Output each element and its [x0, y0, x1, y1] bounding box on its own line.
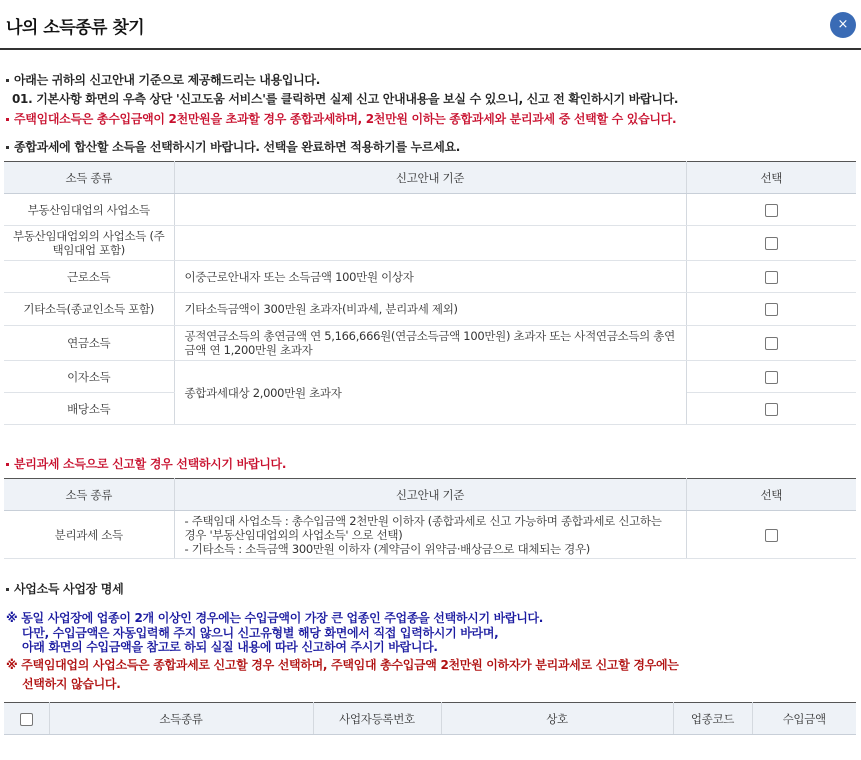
combined-income-table	[4, 161, 856, 425]
select-checkbox[interactable]	[765, 337, 778, 350]
note-line-5: 선택하지 않습니다.	[22, 677, 121, 691]
section1-heading-text: 종합과세에 합산할 소득을 선택하시기 바랍니다. 선택을 완료하면 적용하기를 누르세요.	[14, 140, 461, 154]
bullet-icon	[6, 118, 9, 121]
select-all-checkbox[interactable]	[20, 713, 33, 726]
section2-heading-text: 분리과세 소득으로 신고할 경우 선택하시기 바랍니다.	[14, 457, 287, 471]
criteria-cell: 종합과세대상 2,000만원 초과자	[174, 361, 686, 425]
criteria-cell	[174, 194, 686, 226]
table-row	[4, 293, 856, 326]
col-business-reg-no: 사업자등록번호	[313, 703, 441, 735]
intro-line-2: 01. 기본사항 화면의 우측 상단 '신고도움 서비스'를 클릭하면 실제 신고 안내내용을 보실 수 있으니, 신고 전 확인하시기 바랍니다.	[12, 92, 679, 106]
select-checkbox[interactable]	[765, 529, 778, 542]
income-type-cell: 부동산임대업의 사업소득	[4, 194, 174, 226]
table-row	[4, 194, 856, 226]
table-row	[4, 261, 856, 293]
income-type-cell: 기타소득(종교인소득 포함)	[4, 293, 174, 326]
intro-text-1: 아래는 귀하의 신고안내 기준으로 제공해드리는 내용입니다.	[14, 73, 320, 87]
intro-line-1	[6, 71, 320, 88]
col-criteria: 신고안내 기준	[174, 479, 686, 511]
bullet-icon	[6, 588, 9, 591]
col-trade-name: 상호	[441, 703, 673, 735]
select-checkbox[interactable]	[765, 303, 778, 316]
col-select: 선택	[686, 162, 856, 194]
close-button[interactable]	[830, 12, 856, 38]
criteria-line-1: - 주택임대 사업소득 : 총수입금액 2천만원 이하자 (종합과세로 신고 가능하며 종합과세로 신고하는 경우 '부동산임대업외의 사업소득' 으로 선택)	[184, 513, 662, 542]
note-line-2: 다만, 수입금액은 자동입력해 주지 않으니 신고유형별 해당 화면에서 직접 입력하시기 바라며,	[22, 626, 499, 640]
bullet-icon	[6, 463, 9, 466]
section2-heading	[6, 455, 286, 472]
select-checkbox[interactable]	[765, 371, 778, 384]
col-industry-code: 업종코드	[673, 703, 752, 735]
bullet-icon	[6, 146, 9, 149]
select-checkbox[interactable]	[765, 403, 778, 416]
section3-heading	[6, 580, 123, 597]
close-icon: ×	[837, 17, 849, 32]
select-checkbox[interactable]	[765, 237, 778, 250]
income-type-cell: 분리과세 소득	[4, 511, 174, 559]
income-type-cell: 부동산임대업외의 사업소득 (주택임대업 포함)	[4, 226, 174, 261]
col-criteria: 신고안내 기준	[174, 162, 686, 194]
criteria-cell: 공적연금소득의 총연금액 연 5,166,666원(연금소득금액 100만원) 초과자 또는 사적연금소득의 총연금액 연 1,200만원 초과자	[174, 326, 686, 361]
income-type-cell: 배당소득	[4, 393, 174, 425]
business-place-table	[4, 702, 856, 735]
criteria-cell: 기타소득금액이 300만원 초과자(비과세, 분리과세 제외)	[174, 293, 686, 326]
col-income-type: 소득 종류	[4, 162, 174, 194]
table-row	[4, 511, 856, 559]
note-line-4: ※ 주택임대업의 사업소득은 종합과세로 신고할 경우 선택하며, 주택임대 총수입금액 2천만원 이하자가 분리과세로 신고할 경우에는	[6, 658, 679, 672]
intro-text-3: 주택임대소득은 총수입금액이 2천만원을 초과할 경우 종합과세하며, 2천만원 이하는 종합과세와 분리과세 중 선택할 수 있습니다.	[14, 112, 677, 126]
col-income-kind: 소득종류	[49, 703, 313, 735]
col-select: 선택	[686, 479, 856, 511]
dialog-header	[0, 0, 861, 50]
intro-line-3	[6, 110, 676, 127]
income-type-cell: 연금소득	[4, 326, 174, 361]
criteria-cell	[174, 226, 686, 261]
note-line-1: ※ 동일 사업장에 업종이 2개 이상인 경우에는 수입금액이 가장 큰 업종인 주업종을 선택하시기 바랍니다.	[6, 611, 544, 625]
col-income-type: 소득 종류	[4, 479, 174, 511]
income-type-cell: 이자소득	[4, 361, 174, 393]
criteria-line-2: - 기타소득 : 소득금액 300만원 이하자 (계약금이 위약금·배상금으로 대체되는 경우)	[184, 541, 590, 556]
table-header-row	[4, 479, 856, 511]
col-revenue: 수입금액	[752, 703, 856, 735]
dialog-title: 나의 소득종류 찾기	[6, 18, 145, 38]
separate-tax-table	[4, 478, 856, 559]
criteria-cell: 이중근로안내자 또는 소득금액 100만원 이상자	[174, 261, 686, 293]
table-header-row	[4, 703, 856, 735]
select-checkbox[interactable]	[765, 271, 778, 284]
section3-heading-text: 사업소득 사업장 명세	[14, 582, 124, 596]
table-header-row	[4, 162, 856, 194]
income-type-cell: 근로소득	[4, 261, 174, 293]
select-checkbox[interactable]	[765, 204, 778, 217]
section1-heading	[6, 138, 460, 155]
table-row	[4, 326, 856, 361]
criteria-cell	[174, 511, 686, 559]
table-row	[4, 226, 856, 261]
table-row	[4, 361, 856, 393]
note-line-3: 아래 화면의 수입금액을 참고로 하되 실질 내용에 따라 신고하여 주시기 바랍니다.	[22, 640, 438, 654]
bullet-icon	[6, 79, 9, 82]
